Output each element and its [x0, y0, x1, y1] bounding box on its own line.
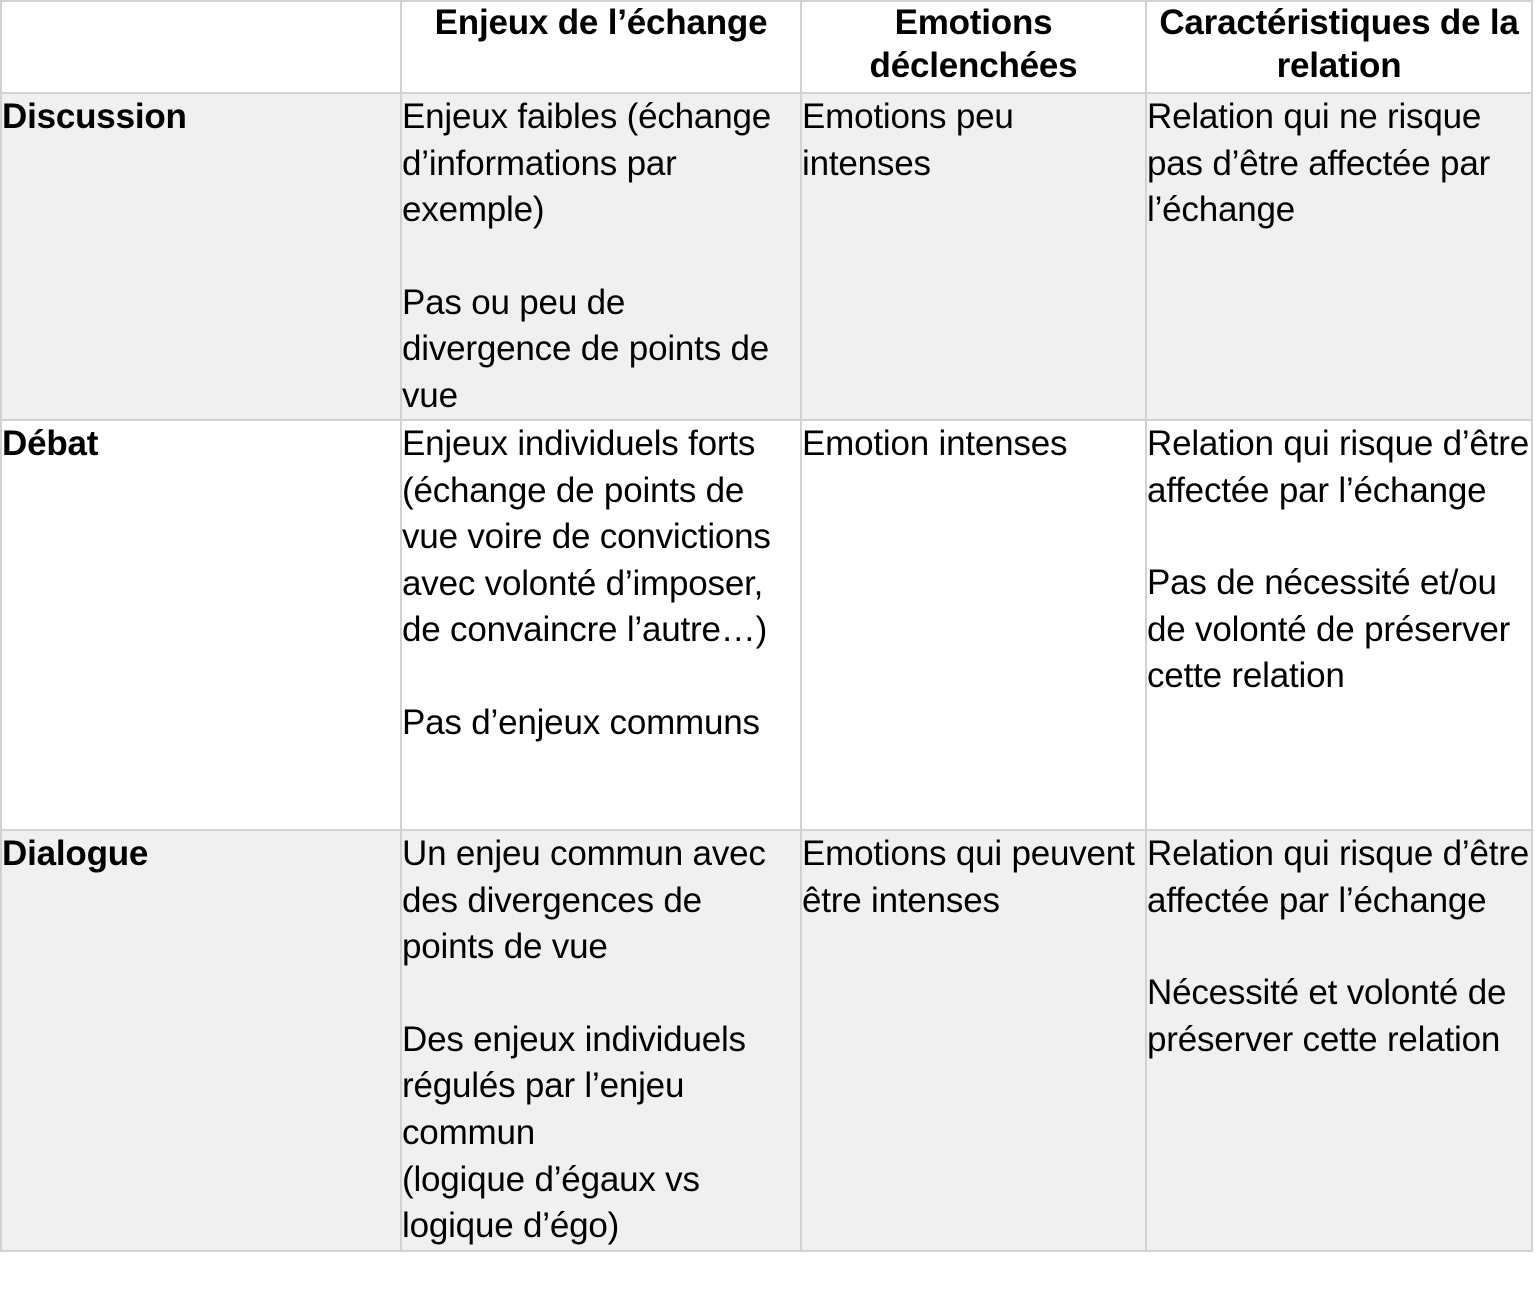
- cell-discussion-enjeux: [401, 93, 801, 420]
- cell-dialogue-relation: [1146, 830, 1532, 1250]
- paragraph: Un enjeu commun avec des divergences de points de vue: [402, 834, 766, 967]
- paragraph: Emotions peu intenses: [802, 97, 1014, 183]
- table-header: [1, 1, 1532, 93]
- paragraph: Enjeux individuels forts (échange de points de vue voire de convictions avec volonté d’imposer, de convaincre l’autre…): [402, 424, 771, 650]
- paragraph: Pas de nécessité et/ou de volonté de préserver cette relation: [1147, 563, 1511, 696]
- paragraph: Emotions qui peuvent être intenses: [802, 834, 1135, 920]
- cell-debat-enjeux: [401, 420, 801, 830]
- paragraph: Pas d’enjeux communs: [402, 703, 760, 743]
- paragraph: Nécessité et volonté de préserver cette relation: [1147, 973, 1507, 1059]
- cell-dialogue-emotions: [801, 830, 1146, 1250]
- table-row: [1, 830, 1532, 1250]
- column-header-blank: [1, 1, 401, 93]
- paragraph: Relation qui ne risque pas d’être affectée par l’échange: [1147, 97, 1491, 230]
- cell-discussion-relation: [1146, 93, 1532, 420]
- table-body: [1, 93, 1532, 1251]
- table-row: [1, 93, 1532, 420]
- paragraph: Emotion intenses: [802, 424, 1068, 464]
- column-header-enjeux: Enjeux de l’échange: [401, 1, 801, 93]
- cell-discussion-emotions: [801, 93, 1146, 420]
- cell-debat-emotions: [801, 420, 1146, 830]
- paragraph: Enjeux faibles (échange d’informations par exemple): [402, 97, 771, 230]
- cell-dialogue-enjeux: [401, 830, 801, 1250]
- paragraph: Relation qui risque d’être affectée par l’échange: [1147, 834, 1529, 920]
- table-row: [1, 420, 1532, 830]
- row-label-discussion: Discussion: [1, 93, 401, 420]
- paragraph: Pas ou peu de divergence de points de vue: [402, 282, 770, 415]
- header-row: [1, 1, 1532, 93]
- paragraph: (logique d’égaux vs logique d’égo): [402, 1159, 700, 1246]
- paragraph: Des enjeux individuels régulés par l’enjeu commun: [402, 1019, 746, 1153]
- row-label-debat: Débat: [1, 420, 401, 830]
- cell-debat-relation: [1146, 420, 1532, 830]
- row-label-dialogue: Dialogue: [1, 830, 401, 1250]
- paragraph: Relation qui risque d’être affectée par l’échange: [1147, 424, 1529, 510]
- column-header-relation: Caractéristiques de la relation: [1146, 1, 1532, 93]
- column-header-emotions: Emotions déclenchées: [801, 1, 1146, 93]
